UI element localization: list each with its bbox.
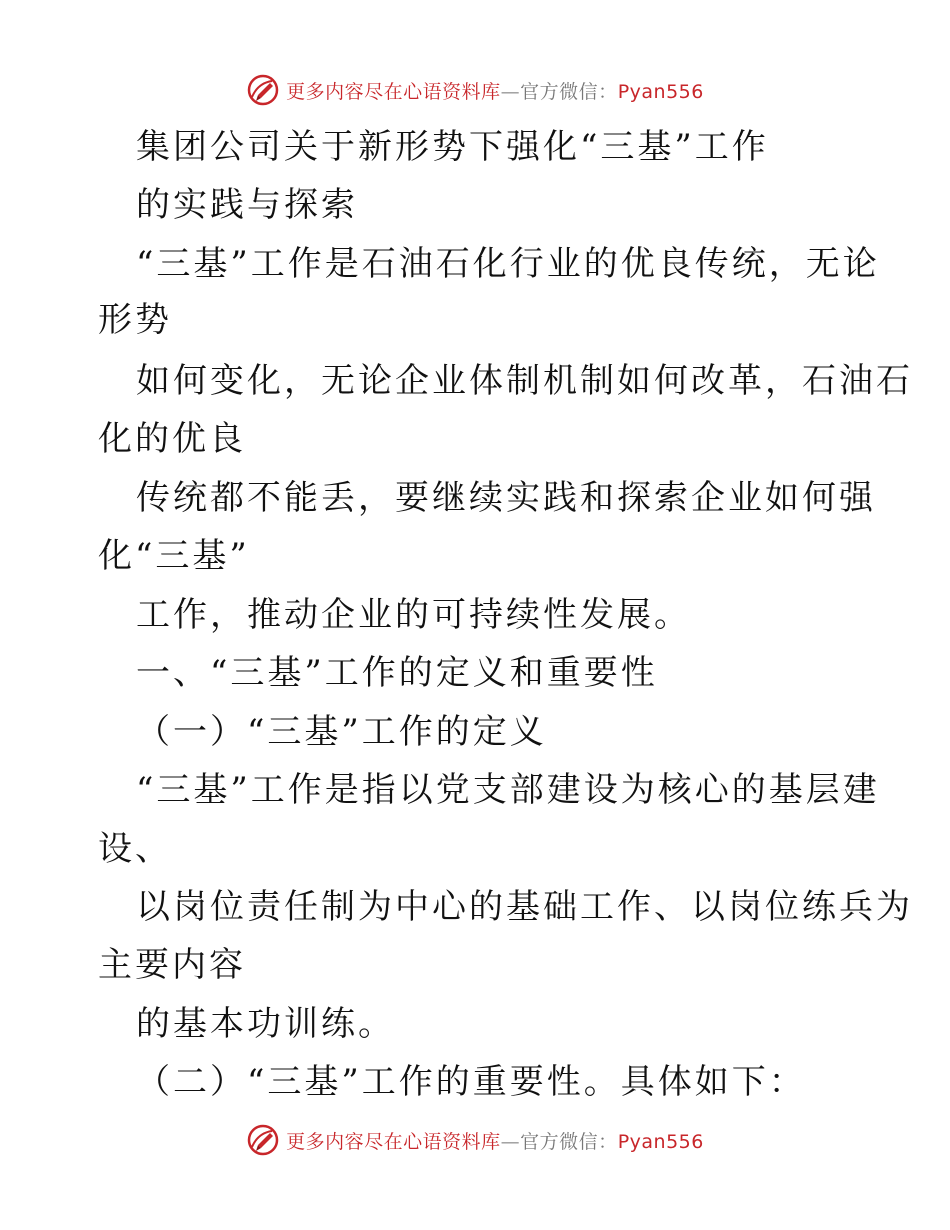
paragraph-line: 以岗位责任制为中心的基础工作、以岗位练兵为 <box>136 887 913 927</box>
paragraph-line: “三基”工作是石油石化行业的优良传统，无论 <box>136 244 880 284</box>
watermark-slogan: 更多内容尽在心语资料库 <box>286 80 501 103</box>
paragraph-line: “三基”工作是指以党支部建设为核心的基层建 <box>136 770 880 810</box>
subsection-heading: （二）“三基”工作的重要性。具体如下： <box>136 1062 806 1102</box>
watermark-header <box>0 70 950 110</box>
watermark-wechat-label: 官方微信： <box>520 80 618 103</box>
subsection-heading: （一）“三基”工作的定义 <box>136 712 547 752</box>
watermark-wechat-label: 官方微信： <box>520 1130 618 1153</box>
doc-title-line-1: 集团公司关于新形势下强化“三基”工作 <box>136 127 769 167</box>
watermark-wechat-id: Pyan556 <box>617 1130 704 1153</box>
watermark-text <box>286 77 704 104</box>
paragraph-line: 的基本功训练。 <box>136 1004 395 1044</box>
watermark-text <box>286 1127 704 1154</box>
pen-logo-icon <box>246 73 280 107</box>
pen-logo-icon <box>246 1123 280 1157</box>
watermark-wechat-id: Pyan556 <box>617 80 704 103</box>
paragraph-line: 设、 <box>98 829 172 869</box>
paragraph-line: 如何变化，无论企业体制机制如何改革，石油石 <box>136 361 913 401</box>
section-heading: 一、“三基”工作的定义和重要性 <box>136 653 658 693</box>
paragraph-line: 形势 <box>98 300 172 340</box>
paragraph-line: 工作，推动企业的可持续性发展。 <box>136 595 691 635</box>
paragraph-line: 主要内容 <box>98 945 246 985</box>
watermark-separator: — <box>500 80 521 103</box>
watermark-slogan: 更多内容尽在心语资料库 <box>286 1130 501 1153</box>
paragraph-line: 化的优良 <box>98 419 246 459</box>
watermark-footer <box>0 1120 950 1160</box>
paragraph-line: 传统都不能丢，要继续实践和探索企业如何强 <box>136 478 876 518</box>
doc-title-line-2: 的实践与探索 <box>136 185 358 225</box>
paragraph-line: 化“三基” <box>98 536 250 576</box>
watermark-separator: — <box>500 1130 521 1153</box>
